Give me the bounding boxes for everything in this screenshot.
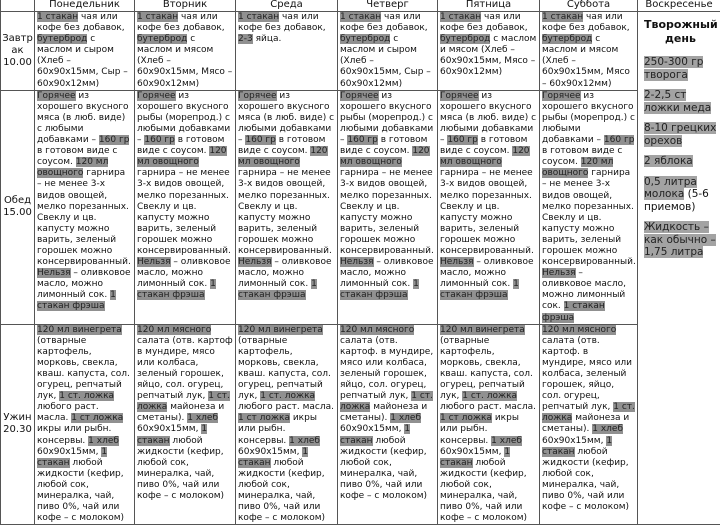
cell-text: 60х90х15мм, [440,447,504,457]
highlighted-text: 1 стакан [542,12,583,22]
highlighted-text: Нельзя [37,268,71,278]
cell-text: любой жидкости (кефир, любой сок, минералка, чай, пиво 0%, чай или кофе – с молоком) [37,458,124,523]
cell-text: в готовом виде с соусом. [137,135,224,156]
cell-text: из хорошего вкусного мяса (в люб. виде) с любыми добавками – [238,91,334,145]
breakfast-cell [35,12,135,91]
breakfast-time: Завтр ак 10.00 [1,12,35,91]
highlighted-text: 120 мл овощного [37,157,108,178]
highlighted-text: бутерброд [440,34,490,44]
highlighted-text: 160 гр [99,135,129,145]
cell-text: в готовом виде с соусом. [542,146,622,167]
cell-text: гарнира – не менее 3-х видов овощей, мелко порезанных. Свеклу и цв. капусту можно варить, зеленый горошек можно консервированный. [137,168,231,256]
highlighted-text: Горячее [238,91,277,101]
highlighted-text: 1 стакан [137,424,207,445]
highlighted-text: 1 стакан [137,12,178,22]
highlighted-text: 1 ст. ложка [340,391,433,412]
highlighted-text: 1 ст ложка [71,413,123,423]
highlighted-text: 1 стакан фрэша [238,279,317,300]
highlighted-text: 160 гр [347,135,377,145]
highlighted-text: 1 ст ложка [238,413,290,423]
lunch-row [1,90,720,324]
highlighted-text: 1 хлеб [289,436,320,446]
dinner-cell [236,324,338,525]
highlighted-text: 1 ст ложка [440,413,492,423]
highlighted-text: 1 ст. ложка [137,391,230,412]
cell-text: 60х90х15мм, [238,447,302,457]
lunch-time: Обед 15.00 [1,90,35,324]
highlighted-text: 1 хлеб [88,436,119,446]
cell-text: в готовом виде с соусом. [238,135,325,156]
highlighted-text: 120 мл винегрета [37,325,122,335]
dinner-cell [135,324,236,525]
cell-text: любой жидкости (кефир, любой сок, минералка, чай, пиво 0%, чай или кофе – с молоком) [137,436,224,501]
cell-text: (5-6 приемов) [644,188,709,213]
cell-text: в готовом виде с соусом. [440,135,527,156]
cell-text: 60х90х15мм, [542,436,606,446]
cell-text: – оливковое масло, можно лимонный сок. [440,257,534,289]
highlighted-text: 160 гр [144,135,174,145]
highlighted-text: 1 хлеб [592,424,623,434]
highlighted-text: 2-2,5 ст ложки меда [644,89,711,114]
lunch-cell [438,90,540,324]
highlighted-text: Нельзя [542,268,576,278]
highlighted-text: Жидкость – как обычно – 1,75 литра [644,221,716,258]
highlighted-text: 120 мл мясного [137,325,211,335]
highlighted-text: бутерброд [37,34,87,44]
highlighted-text: 1 стакан [37,12,78,22]
highlighted-text: 1 стакан [238,12,279,22]
highlighted-text: 160 гр [604,135,634,145]
highlighted-text: 1 ст. ложка [260,391,315,401]
cell-text: с маслом и мясом (Хлеб – 60х90х15мм, Мясо – 60х90х12мм) [542,34,630,88]
highlighted-text: 8-10 грецких орехов [644,122,716,147]
breakfast-row [1,12,720,91]
highlighted-text: 120 мл овощного [137,146,227,167]
dinner-time: Ужин 20.30 [1,324,35,525]
highlighted-text: 1 стакан [37,447,107,468]
highlighted-text: 120 мл винегрета [440,325,525,335]
cell-text: с маслом и сыром (Хлеб – 60х90х15мм, Сыр – 60х90х12мм) [340,34,431,88]
highlighted-text: 120 мл винегрета [238,325,323,335]
cell-text: майонеза и сметаны). [542,413,629,434]
lunch-cell [540,90,638,324]
sunday-item [644,89,717,114]
highlighted-text: 1 стакан [440,447,510,468]
cell-text: чая или кофе без добавок, [137,12,225,33]
lunch-cell [338,90,438,324]
cell-text: из хорошего вкусного рыбы (морепрод.) с любыми добавками – [340,91,433,145]
header-wednesday: Среда [236,0,338,12]
cell-text: с маслом и сыром (Хлеб – 60х90х15мм, Сыр – 60х90х12мм) [37,34,128,88]
header-monday: Понедельник [35,0,135,12]
highlighted-text: 1 ст. ложка [462,391,517,401]
highlighted-text: 120 мл мясного [542,325,616,335]
sunday-item [644,155,717,168]
dinner-cell [338,324,438,525]
cell-text: любой жидкости (кефир, любой сок, минералка, чай, пиво 0%, чай или кофе – с молоком) [238,458,325,523]
highlighted-text: 120 мл овощного [440,146,530,167]
highlighted-text: 1 хлеб [187,413,218,423]
cell-text: салата (отв. картоф. в мундире, мясо или колбаса, зеленый горошек, яйцо, сол. огурец, репчатый лук, [340,336,433,401]
cell-text: чая или кофе без добавок, [37,12,125,33]
cell-text: гарнира – не менее 3-х видов овощей, мелко порезанных. Свеклу и цв. капусту можно варить, зеленый горошек можно консервированный. [340,168,434,256]
lunch-cell [35,90,135,324]
highlighted-text: 1 стакан [340,12,381,22]
cell-text: яйца. [253,34,282,44]
dinner-cell [540,324,638,525]
highlighted-text: 1 хлеб [390,413,421,423]
cell-text: (отварные картофель, морковь, свекла, кваш. капуста, сол. огурец, репчатый лук, [37,336,130,401]
cell-text: гарнира – не менее 3-х видов овощей, мелко порезанных. Свеклу и цв. капусту можно варить, зеленый горошек можно консервированный. [440,168,534,256]
highlighted-text: бутерброд [340,34,390,44]
highlighted-text: Нельзя [238,257,272,267]
cell-text: майонеза и сметаны). [340,402,427,423]
cell-text: (отварные картофель, морковь, свекла, кваш. капуста, сол. огурец, репчатый лук, [440,336,533,401]
sunday-item [644,122,717,147]
sunday-title: Творожный день [644,18,717,46]
highlighted-text: 120 мл овощного [542,157,613,178]
cell-text: из хорошего вкусного рыбы (морепрод.) с любыми добавками – [542,91,635,145]
cell-text: икры или рыбн. консервы. [37,424,111,445]
highlighted-text: 160 гр [245,135,275,145]
cell-text: из хорошего вкусного рыбы (морепрод.) с любыми добавками – [137,91,230,145]
lunch-cell [236,90,338,324]
highlighted-text: бутерброд [542,34,592,44]
cell-text: любой жидкости (кефир, любой сок, минералка, чай, пиво 0%, чай или кофе – с молоком) [440,458,527,523]
cell-text: в готовом виде с соусом. [340,135,427,156]
highlighted-text: 1 хлеб [491,436,522,446]
highlighted-text: 120 мл овощного [238,146,328,167]
breakfast-cell [236,12,338,91]
cell-text: гарнира – не менее 3-х видов овощей, мелко порезанных. Свеклу и цв. капусту можно варить, зеленый горошек можно консервированный. [542,168,636,267]
highlighted-text: Горячее [542,91,581,101]
highlighted-text: Горячее [340,91,379,101]
cell-text: салата (отв. картоф. в мундире, мясо или колбаса, зеленый горошек, яйцо, сол. огурец, репчатый лук, [542,336,632,413]
dinner-row [1,324,720,525]
highlighted-text: Горячее [37,91,76,101]
cell-text: (отварные картофель, морковь, свекла, кваш. капуста, сол. огурец, репчатый лук, [238,336,331,401]
cell-text: из хорошего вкусного мяса (в люб. виде) с любыми добавками – [440,91,536,145]
dinner-cell [438,324,540,525]
cell-text: чая или кофе без добавок, [340,12,428,33]
highlighted-text: 160 гр [447,135,477,145]
header-sunday: Воскресенье [638,0,720,12]
cell-text: с маслом и мясом (Хлеб – 60х90х15мм, Мясо – 60х90х12мм) [137,34,232,88]
highlighted-text: 1 стакан фрэша [37,290,116,311]
cell-text: икры или рыбн. консервы. [238,413,317,445]
cell-text: любой жидкости (кефир, любой сок, минералка, чай, пиво 0%, чай или кофе – с молоком) [340,436,427,501]
cell-text: в готовом виде с соусом. [37,146,117,167]
cell-text: салата (отв. картоф в мундире, мясо или колбаса, зеленый горошек, яйцо, сол. огурец, репчатый лук, [137,336,233,401]
header-friday: Пятница [438,0,540,12]
cell-text: – оливковое масло, можно лимонный сок. [238,257,332,289]
highlighted-text: 2 яблока [644,155,693,167]
highlighted-text: 1 стакан [340,424,410,445]
highlighted-text: 1 стакан [238,447,308,468]
cell-text: с маслом и мясом (Хлеб – 60х90х15мм, Мясо – 60х90х12мм) [440,34,536,77]
highlighted-text: 1 стакан фрэша [440,279,519,300]
highlighted-text: 1 стакан фрэша [542,301,605,322]
cell-text: чая или кофе без добавок, [542,12,630,33]
cell-text: – оливковое масло, можно лимонный сок. [542,268,626,311]
header-corner [1,0,35,12]
highlighted-text: бутерброд [137,34,187,44]
sunday-cell [638,12,720,525]
cell-text: икры или рыбн. консервы. [440,413,519,445]
highlighted-text: 0,5 литра молока [644,176,697,201]
highlighted-text: 250-300 гр творога [644,56,703,81]
breakfast-cell [540,12,638,91]
sunday-item [644,56,717,81]
cell-text: любого раст. масла. [238,402,334,412]
cell-text: гарнира – не менее 3-х видов овощей, мелко порезанных. Свеклу и цв. капусту можно варить, зеленый горошек можно консервированный. [238,168,332,256]
highlighted-text: 2-3 [238,34,253,44]
cell-text: 60х90х15мм, [340,424,404,434]
highlighted-text: 1 стакан фрэша [137,279,216,300]
highlighted-text: 1 стакан [440,12,481,22]
header-thursday: Четверг [338,0,438,12]
highlighted-text: Нельзя [137,257,171,267]
cell-text: любой жидкости (кефир, любой сок, минералка, чай, пиво 0%, чай или кофе – с молоком) [542,447,629,512]
header-tuesday: Вторник [135,0,236,12]
cell-text: гарнира – не менее 3-х видов овощей, мелко порезанных. Свеклу и цв. капусту можно варить, зеленый горошек можно консервированный. [37,168,131,267]
breakfast-cell [135,12,236,91]
highlighted-text: 1 ст. ложка [542,402,635,423]
sunday-item [644,176,717,214]
dinner-cell [35,324,135,525]
highlighted-text: 1 ст. ложка [59,391,114,401]
header-saturday: Суббота [540,0,638,12]
cell-text: любого раст. масла. [37,402,99,423]
cell-text: – оливковое масло, можно лимонный сок. [340,257,434,289]
cell-text: 60х90х15мм, [137,424,201,434]
cell-text: чая или кофе без добавок, [440,12,528,33]
cell-text: любого раст. масла. [440,402,536,412]
lunch-cell [135,90,236,324]
highlighted-text: 1 стакан фрэша [340,279,419,300]
cell-text: – оливковое масло, можно лимонный сок. [137,257,231,289]
sunday-item [644,221,717,259]
header-row [1,0,720,12]
cell-text: из хорошего вкусного мяса (в люб. виде) с любыми добавками – [37,91,129,145]
highlighted-text: 120 мл мясного [340,325,414,335]
highlighted-text: Горячее [440,91,479,101]
breakfast-cell [438,12,540,91]
highlighted-text: 1 стакан [542,436,612,457]
highlighted-text: 120 мл овощного [340,146,430,167]
cell-text: чая или кофе без добавок, [238,12,326,33]
breakfast-cell [338,12,438,91]
highlighted-text: Нельзя [440,257,474,267]
cell-text: – оливковое масло, можно лимонный сок. [37,268,131,300]
highlighted-text: Нельзя [340,257,374,267]
highlighted-text: Горячее [137,91,176,101]
sunday-list [644,56,717,259]
cell-text: майонеза и сметаны). [137,402,224,423]
cell-text: 60х90х15мм, [37,447,101,457]
